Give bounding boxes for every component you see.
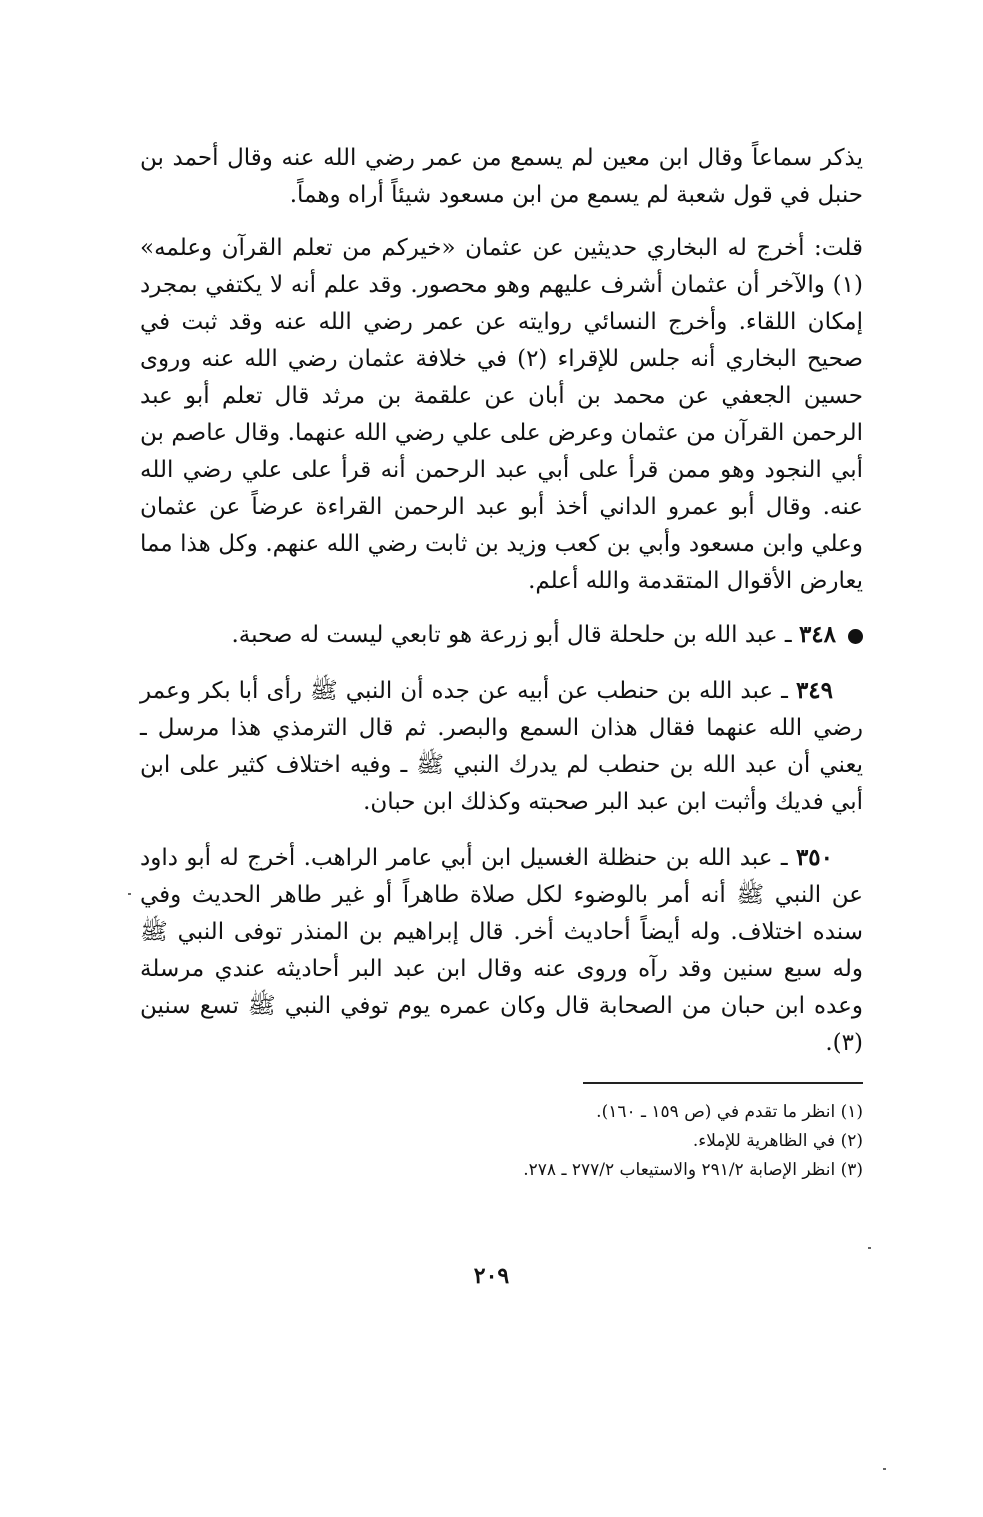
footnote-2: (٢) في الظاهرية للإملاء. — [692, 1131, 863, 1151]
footnote-1: (١) انظر ما تقدم في (ص ١٥٩ ـ ١٦٠). — [596, 1102, 863, 1122]
entry-text: ـ عبد الله بن حنطب عن أبيه عن جده أن النبي ﷺ رأى أبا بكر وعمر رضي الله عنهما فقال هذان السمع والبصر. ثم قال الترمذي هذا مرسل ـ يعني أن عبد الله بن حنطب لم يدرك النبي ﷺ ـ وفيه اختلاف كثير على ابن أبي فديك وأثبت ابن عبد البر صحبته وكذلك ابن حبان. — [140, 678, 863, 815]
entry-349 — [140, 672, 863, 821]
entry-350 — [140, 839, 863, 1062]
footnote-3: (٣) انظر الإصابة ٢٩١/٢ والاستيعاب ٢٧٧/٢ ـ ٢٧٨. — [523, 1160, 863, 1180]
page-number: ٢٠٩ — [473, 1263, 510, 1289]
footnotes — [140, 1098, 863, 1185]
entry-text: ـ عبد الله بن حنظلة الغسيل ابن أبي عامر الراهب. أخرج له أبو داود عن النبي ﷺ أنه أمر بالوضوء لكل صلاة طاهراً أو غير طاهر الحديث وفي سنده اختلاف. وله أيضاً أحاديث أخر. قال إبراهيم بن المنذر توفى النبي ﷺ وله سبع سنين وقد رآه وروى عنه وقال ابن عبد البر أحاديثه عندي مرسلة وعده ابن حبان من الصحابة قال وكان عمره يوم توفي النبي ﷺ تسع سنين (٣). — [140, 845, 863, 1056]
entry-number: ٣٤٩ — [795, 677, 834, 704]
bullet-icon — [848, 629, 863, 644]
scan-speck — [883, 1468, 886, 1470]
footnote-divider — [583, 1082, 863, 1084]
paragraph-continuation: يذكر سماعاً وقال ابن معين لم يسمع من عمر رضي الله عنه وقال أحمد بن حنبل في قول شعبة لم يسمع من ابن مسعود شيئاً أراه وهماً. — [140, 145, 863, 208]
paragraph-commentary: قلت: أخرج له البخاري حديثين عن عثمان «خيركم من تعلم القرآن وعلمه» (١) والآخر أن عثمان أشرف عليهم وهو محصور. وقد علم أنه لا يكتفي بمجرد إمكان اللقاء. وأخرج النسائي روايته عن عمر رضي الله عنه وقد ثبت في صحيح البخاري أنه جلس للإقراء (٢) في خلافة عثمان رضي الله عنه وروى حسين الجعفي عن محمد بن أبان عن علقمة بن مرثد قال تعلم أبو عبد الرحمن القرآن من عثمان وعرض على علي رضي الله عنهما. وقال عاصم بن أبي النجود وهو ممن قرأ على أبي عبد الرحمن أنه قرأ على علي رضي الله عنه. وقال أبو عمرو الداني أخذ أبو عبد الرحمن القراءة عرضاً عن عثمان وعلي وابن مسعود وأبي بن كعب وزيد بن ثابت رضي الله عنهم. وكل هذا مما يعارض الأقوال المتقدمة والله أعلم. — [140, 235, 863, 594]
scan-speck — [868, 1247, 871, 1249]
entry-text: ـ عبد الله بن حلحلة قال أبو زرعة هو تابعي ليست له صحبة. — [231, 622, 792, 648]
entry-348 — [140, 616, 863, 654]
entry-number: ٣٥٠ — [795, 844, 833, 871]
entry-number: ٣٤٨ — [798, 621, 836, 648]
page-body — [140, 140, 863, 1185]
scan-speck — [128, 893, 131, 895]
